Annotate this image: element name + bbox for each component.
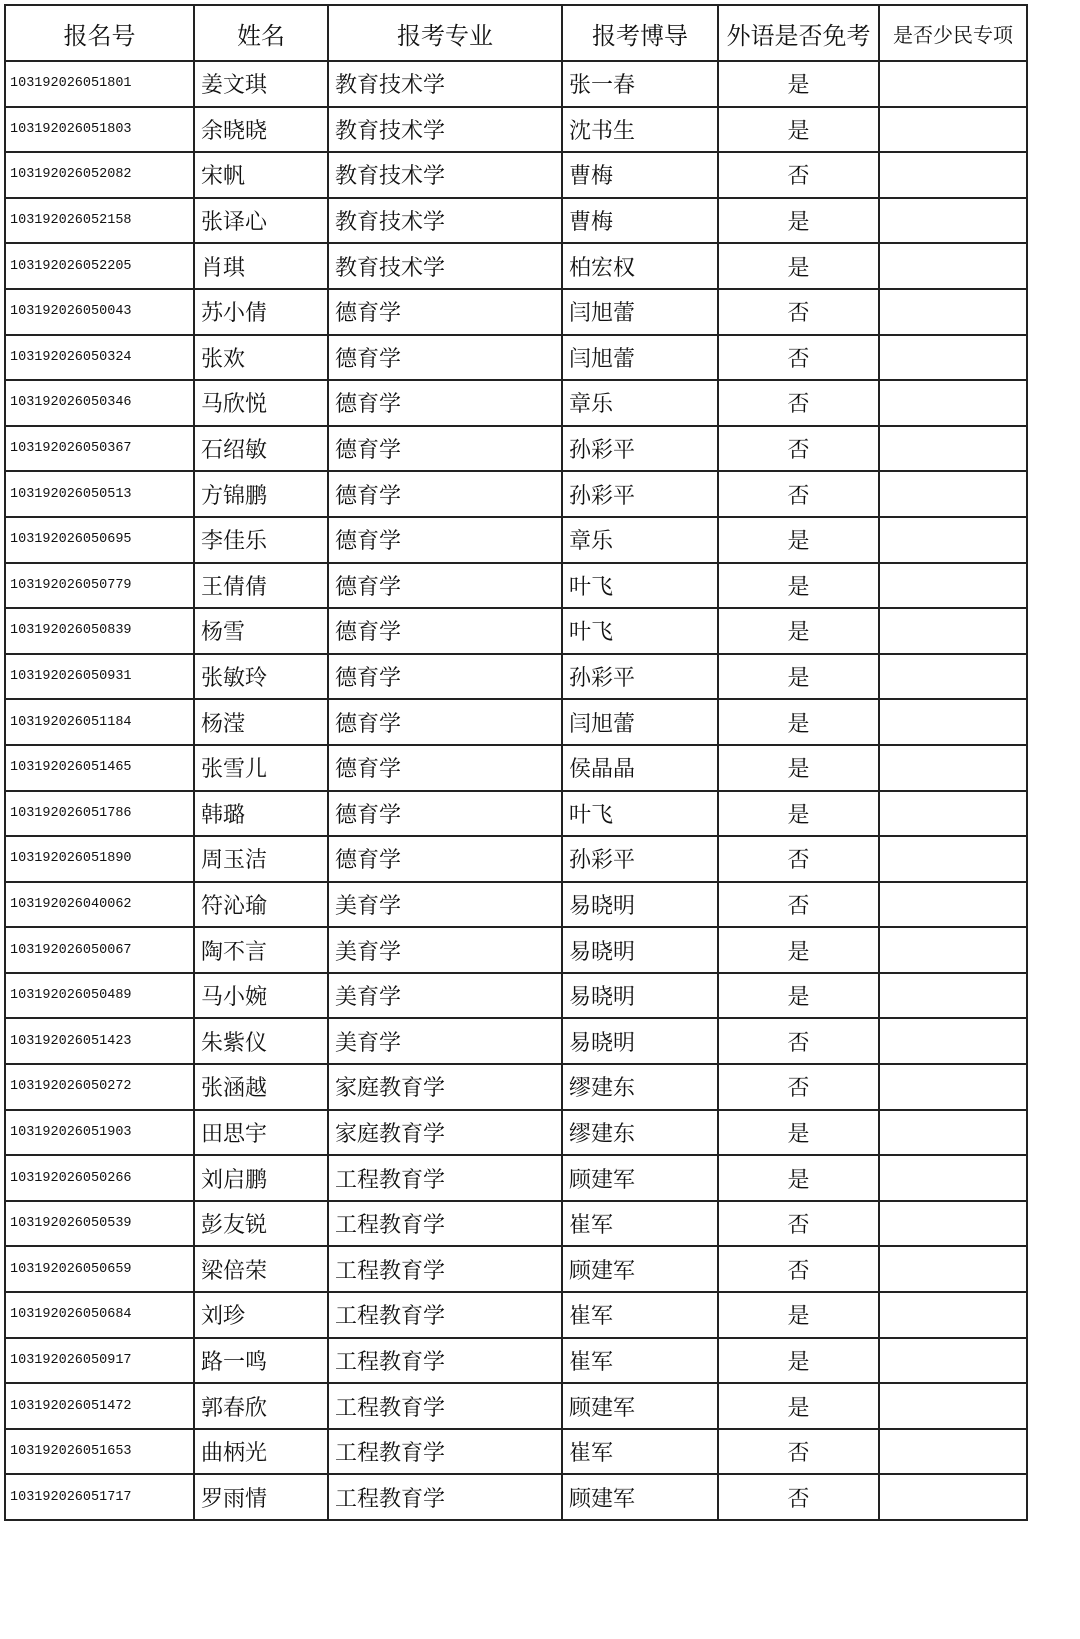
table-row [5,61,1027,107]
header-foreign-lang-exempt: 外语是否免考 [718,5,879,61]
cell-minority-program [879,791,1027,837]
table-row [5,107,1027,153]
cell-minority-program [879,107,1027,153]
cell-major: 德育学 [328,563,562,609]
cell-name: 韩璐 [194,791,328,837]
cell-advisor: 叶飞 [562,791,718,837]
table-row [5,1246,1027,1292]
cell-advisor: 崔军 [562,1201,718,1247]
cell-foreign-lang-exempt: 否 [718,380,879,426]
cell-reg-no: 103192026040062 [5,882,194,928]
cell-reg-no: 103192026050513 [5,471,194,517]
cell-foreign-lang-exempt: 否 [718,1018,879,1064]
cell-name: 梁倍荣 [194,1246,328,1292]
cell-foreign-lang-exempt: 是 [718,608,879,654]
table-row [5,1201,1027,1247]
cell-minority-program [879,882,1027,928]
table-row [5,1018,1027,1064]
cell-name: 周玉洁 [194,836,328,882]
cell-advisor: 孙彩平 [562,426,718,472]
cell-foreign-lang-exempt: 否 [718,1064,879,1110]
cell-reg-no: 103192026051423 [5,1018,194,1064]
admission-list-sheet [4,4,1028,1521]
cell-advisor: 顾建军 [562,1246,718,1292]
header-major: 报考专业 [328,5,562,61]
table-row [5,1292,1027,1338]
cell-reg-no: 103192026050659 [5,1246,194,1292]
table-row [5,380,1027,426]
cell-foreign-lang-exempt: 否 [718,1429,879,1475]
cell-major: 教育技术学 [328,198,562,244]
cell-reg-no: 103192026050043 [5,289,194,335]
cell-advisor: 沈书生 [562,107,718,153]
cell-foreign-lang-exempt: 否 [718,471,879,517]
cell-major: 家庭教育学 [328,1064,562,1110]
cell-advisor: 叶飞 [562,608,718,654]
cell-major: 德育学 [328,699,562,745]
cell-name: 宋帆 [194,152,328,198]
cell-minority-program [879,152,1027,198]
cell-major: 德育学 [328,745,562,791]
cell-major: 工程教育学 [328,1292,562,1338]
cell-advisor: 易晓明 [562,927,718,973]
cell-advisor: 易晓明 [562,973,718,1019]
cell-advisor: 侯晶晶 [562,745,718,791]
cell-advisor: 闫旭蕾 [562,699,718,745]
cell-name: 王倩倩 [194,563,328,609]
cell-foreign-lang-exempt: 否 [718,335,879,381]
cell-foreign-lang-exempt: 否 [718,289,879,335]
cell-reg-no: 103192026050917 [5,1338,194,1384]
cell-foreign-lang-exempt: 是 [718,745,879,791]
table-row [5,608,1027,654]
table-row [5,563,1027,609]
cell-major: 德育学 [328,335,562,381]
cell-name: 余晓晓 [194,107,328,153]
cell-advisor: 孙彩平 [562,836,718,882]
table-row [5,426,1027,472]
cell-advisor: 柏宏权 [562,243,718,289]
cell-minority-program [879,836,1027,882]
cell-minority-program [879,608,1027,654]
cell-reg-no: 103192026050489 [5,973,194,1019]
header-advisor: 报考博导 [562,5,718,61]
cell-name: 张雪儿 [194,745,328,791]
cell-minority-program [879,1246,1027,1292]
table-row [5,1110,1027,1156]
cell-name: 马小婉 [194,973,328,1019]
cell-reg-no: 103192026051786 [5,791,194,837]
cell-minority-program [879,699,1027,745]
cell-major: 教育技术学 [328,61,562,107]
cell-minority-program [879,1201,1027,1247]
cell-advisor: 缪建东 [562,1064,718,1110]
table-row [5,152,1027,198]
cell-name: 苏小倩 [194,289,328,335]
cell-foreign-lang-exempt: 是 [718,699,879,745]
cell-major: 家庭教育学 [328,1110,562,1156]
cell-reg-no: 103192026050266 [5,1155,194,1201]
cell-major: 工程教育学 [328,1474,562,1520]
cell-name: 曲柄光 [194,1429,328,1475]
cell-major: 美育学 [328,882,562,928]
cell-advisor: 孙彩平 [562,654,718,700]
table-row [5,745,1027,791]
cell-reg-no: 103192026050346 [5,380,194,426]
cell-major: 德育学 [328,791,562,837]
cell-name: 李佳乐 [194,517,328,563]
table-row [5,791,1027,837]
table-row [5,1338,1027,1384]
cell-name: 张译心 [194,198,328,244]
cell-advisor: 崔军 [562,1429,718,1475]
cell-major: 教育技术学 [328,243,562,289]
cell-minority-program [879,1292,1027,1338]
cell-advisor: 易晓明 [562,882,718,928]
cell-reg-no: 103192026050931 [5,654,194,700]
cell-name: 陶不言 [194,927,328,973]
cell-minority-program [879,1155,1027,1201]
header-minority-program: 是否少民专项 [879,5,1027,61]
cell-major: 德育学 [328,471,562,517]
cell-name: 张敏玲 [194,654,328,700]
cell-minority-program [879,1018,1027,1064]
cell-minority-program [879,61,1027,107]
cell-reg-no: 103192026051717 [5,1474,194,1520]
cell-advisor: 曹梅 [562,152,718,198]
cell-advisor: 顾建军 [562,1383,718,1429]
cell-reg-no: 103192026051903 [5,1110,194,1156]
cell-reg-no: 103192026050272 [5,1064,194,1110]
cell-major: 工程教育学 [328,1338,562,1384]
cell-reg-no: 103192026050067 [5,927,194,973]
admission-table [4,4,1028,1521]
cell-foreign-lang-exempt: 是 [718,791,879,837]
cell-advisor: 章乐 [562,517,718,563]
cell-reg-no: 103192026050839 [5,608,194,654]
cell-advisor: 崔军 [562,1338,718,1384]
cell-reg-no: 103192026051465 [5,745,194,791]
cell-name: 刘珍 [194,1292,328,1338]
header-reg-no: 报名号 [5,5,194,61]
cell-foreign-lang-exempt: 否 [718,1201,879,1247]
table-row [5,198,1027,244]
cell-major: 工程教育学 [328,1201,562,1247]
cell-advisor: 孙彩平 [562,471,718,517]
cell-name: 马欣悦 [194,380,328,426]
table-row [5,289,1027,335]
cell-foreign-lang-exempt: 是 [718,654,879,700]
cell-minority-program [879,654,1027,700]
cell-minority-program [879,517,1027,563]
cell-foreign-lang-exempt: 是 [718,1292,879,1338]
cell-advisor: 闫旭蕾 [562,335,718,381]
cell-major: 工程教育学 [328,1383,562,1429]
cell-name: 石绍敏 [194,426,328,472]
cell-minority-program [879,973,1027,1019]
cell-foreign-lang-exempt: 否 [718,836,879,882]
cell-reg-no: 103192026050367 [5,426,194,472]
cell-advisor: 缪建东 [562,1110,718,1156]
cell-reg-no: 103192026050684 [5,1292,194,1338]
cell-advisor: 崔军 [562,1292,718,1338]
header-row [5,5,1027,61]
table-row [5,243,1027,289]
cell-major: 教育技术学 [328,107,562,153]
cell-minority-program [879,1383,1027,1429]
table-row [5,699,1027,745]
cell-minority-program [879,1474,1027,1520]
cell-minority-program [879,335,1027,381]
cell-foreign-lang-exempt: 是 [718,927,879,973]
cell-name: 杨雪 [194,608,328,654]
cell-foreign-lang-exempt: 否 [718,152,879,198]
cell-reg-no: 103192026050324 [5,335,194,381]
cell-name: 朱紫仪 [194,1018,328,1064]
cell-reg-no: 103192026052158 [5,198,194,244]
cell-reg-no: 103192026050779 [5,563,194,609]
cell-reg-no: 103192026051801 [5,61,194,107]
table-row [5,882,1027,928]
cell-minority-program [879,745,1027,791]
cell-minority-program [879,1110,1027,1156]
cell-name: 刘启鹏 [194,1155,328,1201]
cell-advisor: 曹梅 [562,198,718,244]
cell-reg-no: 103192026051890 [5,836,194,882]
cell-major: 德育学 [328,289,562,335]
cell-major: 教育技术学 [328,152,562,198]
cell-foreign-lang-exempt: 是 [718,243,879,289]
cell-major: 德育学 [328,517,562,563]
table-row [5,517,1027,563]
cell-minority-program [879,1338,1027,1384]
table-row [5,1155,1027,1201]
table-row [5,471,1027,517]
cell-major: 工程教育学 [328,1155,562,1201]
cell-name: 罗雨情 [194,1474,328,1520]
table-row [5,836,1027,882]
cell-foreign-lang-exempt: 否 [718,1246,879,1292]
cell-major: 德育学 [328,836,562,882]
cell-reg-no: 103192026051803 [5,107,194,153]
cell-name: 姜文琪 [194,61,328,107]
cell-major: 德育学 [328,426,562,472]
cell-advisor: 章乐 [562,380,718,426]
cell-foreign-lang-exempt: 是 [718,563,879,609]
cell-minority-program [879,1064,1027,1110]
cell-reg-no: 103192026051184 [5,699,194,745]
cell-major: 美育学 [328,927,562,973]
table-row [5,927,1027,973]
cell-name: 彭友锐 [194,1201,328,1247]
table-row [5,654,1027,700]
cell-foreign-lang-exempt: 否 [718,882,879,928]
cell-advisor: 张一春 [562,61,718,107]
cell-name: 符沁瑜 [194,882,328,928]
cell-foreign-lang-exempt: 是 [718,1155,879,1201]
cell-advisor: 易晓明 [562,1018,718,1064]
cell-reg-no: 103192026052082 [5,152,194,198]
cell-name: 郭春欣 [194,1383,328,1429]
cell-name: 路一鸣 [194,1338,328,1384]
table-row [5,973,1027,1019]
cell-major: 德育学 [328,380,562,426]
cell-major: 德育学 [328,608,562,654]
cell-advisor: 顾建军 [562,1155,718,1201]
cell-minority-program [879,471,1027,517]
table-row [5,1383,1027,1429]
cell-foreign-lang-exempt: 是 [718,1383,879,1429]
cell-reg-no: 103192026051653 [5,1429,194,1475]
table-body [5,61,1027,1520]
cell-foreign-lang-exempt: 是 [718,1110,879,1156]
cell-reg-no: 103192026050695 [5,517,194,563]
cell-name: 方锦鹏 [194,471,328,517]
cell-minority-program [879,289,1027,335]
cell-minority-program [879,198,1027,244]
cell-name: 杨滢 [194,699,328,745]
cell-reg-no: 103192026052205 [5,243,194,289]
cell-reg-no: 103192026050539 [5,1201,194,1247]
cell-name: 田思宇 [194,1110,328,1156]
cell-name: 张涵越 [194,1064,328,1110]
cell-minority-program [879,563,1027,609]
cell-foreign-lang-exempt: 是 [718,1338,879,1384]
cell-major: 工程教育学 [328,1429,562,1475]
cell-minority-program [879,380,1027,426]
cell-advisor: 闫旭蕾 [562,289,718,335]
cell-major: 德育学 [328,654,562,700]
cell-major: 美育学 [328,1018,562,1064]
table-row [5,1474,1027,1520]
cell-foreign-lang-exempt: 是 [718,61,879,107]
cell-reg-no: 103192026051472 [5,1383,194,1429]
cell-foreign-lang-exempt: 是 [718,107,879,153]
cell-name: 张欢 [194,335,328,381]
table-row [5,1064,1027,1110]
cell-name: 肖琪 [194,243,328,289]
cell-foreign-lang-exempt: 是 [718,198,879,244]
cell-minority-program [879,927,1027,973]
header-name: 姓名 [194,5,328,61]
table-row [5,1429,1027,1475]
cell-foreign-lang-exempt: 否 [718,1474,879,1520]
cell-minority-program [879,1429,1027,1475]
table-row [5,335,1027,381]
cell-advisor: 叶飞 [562,563,718,609]
cell-foreign-lang-exempt: 是 [718,517,879,563]
cell-advisor: 顾建军 [562,1474,718,1520]
cell-foreign-lang-exempt: 是 [718,973,879,1019]
cell-major: 美育学 [328,973,562,1019]
cell-foreign-lang-exempt: 否 [718,426,879,472]
cell-major: 工程教育学 [328,1246,562,1292]
cell-minority-program [879,243,1027,289]
cell-minority-program [879,426,1027,472]
